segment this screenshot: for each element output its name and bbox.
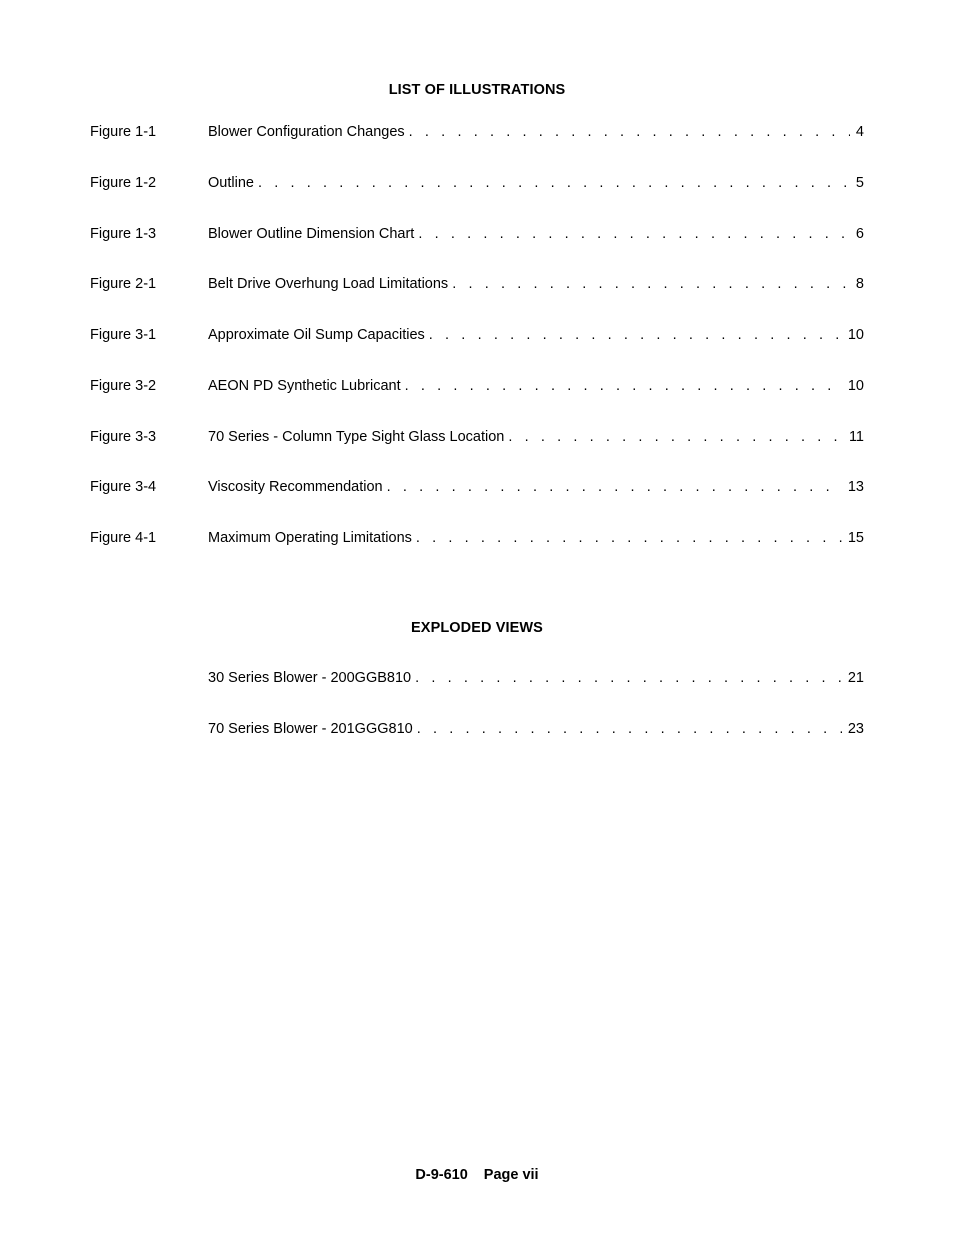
- dot-leader: [416, 528, 842, 548]
- page-number: 4: [855, 124, 864, 140]
- page-number: 10: [847, 327, 864, 343]
- dot-leader: [405, 376, 842, 396]
- page-number: 10: [847, 378, 864, 394]
- figure-title: Outline: [208, 175, 254, 191]
- document-number: D-9-610: [415, 1167, 468, 1183]
- figure-label: Figure 1-2: [90, 175, 157, 191]
- toc-entry[interactable]: [90, 719, 864, 739]
- figure-title: Viscosity Recommendation: [208, 479, 383, 495]
- figure-label: Figure 3-1: [90, 327, 157, 343]
- dot-leader: [429, 325, 842, 345]
- page-number: 21: [847, 670, 864, 686]
- exploded-view-title: 30 Series Blower - 200GGB810: [208, 670, 412, 686]
- dot-leader: [508, 427, 843, 447]
- toc-entry[interactable]: [90, 325, 864, 345]
- figure-title: 70 Series - Column Type Sight Glass Location: [208, 429, 505, 445]
- figure-title: Approximate Oil Sump Capacities: [208, 327, 425, 343]
- toc-entry[interactable]: [90, 477, 864, 497]
- page-footer: [0, 1167, 954, 1183]
- toc-entry[interactable]: [90, 274, 864, 294]
- toc-entry[interactable]: [90, 528, 864, 548]
- figure-title: Blower Configuration Changes: [208, 124, 405, 140]
- exploded-view-title: 70 Series Blower - 201GGG810: [208, 721, 413, 737]
- exploded-views-heading: EXPLODED VIEWS: [411, 620, 543, 636]
- figure-title: Belt Drive Overhung Load Limitations: [208, 276, 449, 292]
- page-number: 15: [847, 530, 864, 546]
- toc-entry[interactable]: [90, 122, 864, 142]
- page-number: 5: [855, 175, 864, 191]
- dot-leader: [417, 719, 842, 739]
- figure-title: AEON PD Synthetic Lubricant: [208, 378, 401, 394]
- page-label: Page vii: [483, 1167, 539, 1183]
- figure-label: Figure 3-3: [90, 429, 157, 445]
- page-number: 8: [855, 276, 864, 292]
- illustrations-heading: LIST OF ILLUSTRATIONS: [388, 82, 566, 98]
- toc-entry[interactable]: [90, 427, 864, 447]
- figure-label: Figure 3-4: [90, 479, 157, 495]
- dot-leader: [418, 224, 850, 244]
- toc-entry[interactable]: [90, 376, 864, 396]
- figure-title: Maximum Operating Limitations: [208, 530, 412, 546]
- page-number: 6: [855, 226, 864, 242]
- toc-entry[interactable]: [90, 173, 864, 193]
- figure-label: Figure 2-1: [90, 276, 157, 292]
- page-number: 11: [848, 429, 864, 445]
- toc-entry[interactable]: [90, 224, 864, 244]
- figure-title: Blower Outline Dimension Chart: [208, 226, 415, 242]
- dot-leader: [409, 122, 850, 142]
- page-number: 13: [847, 479, 864, 495]
- dot-leader: [415, 668, 842, 688]
- figure-label: Figure 4-1: [90, 530, 157, 546]
- page-number: 23: [847, 721, 864, 737]
- figure-label: Figure 1-1: [90, 124, 157, 140]
- toc-entry[interactable]: [90, 668, 864, 688]
- dot-leader: [387, 477, 842, 497]
- dot-leader: [452, 274, 850, 294]
- figure-label: Figure 1-3: [90, 226, 157, 242]
- dot-leader: [258, 173, 850, 193]
- figure-label: Figure 3-2: [90, 378, 157, 394]
